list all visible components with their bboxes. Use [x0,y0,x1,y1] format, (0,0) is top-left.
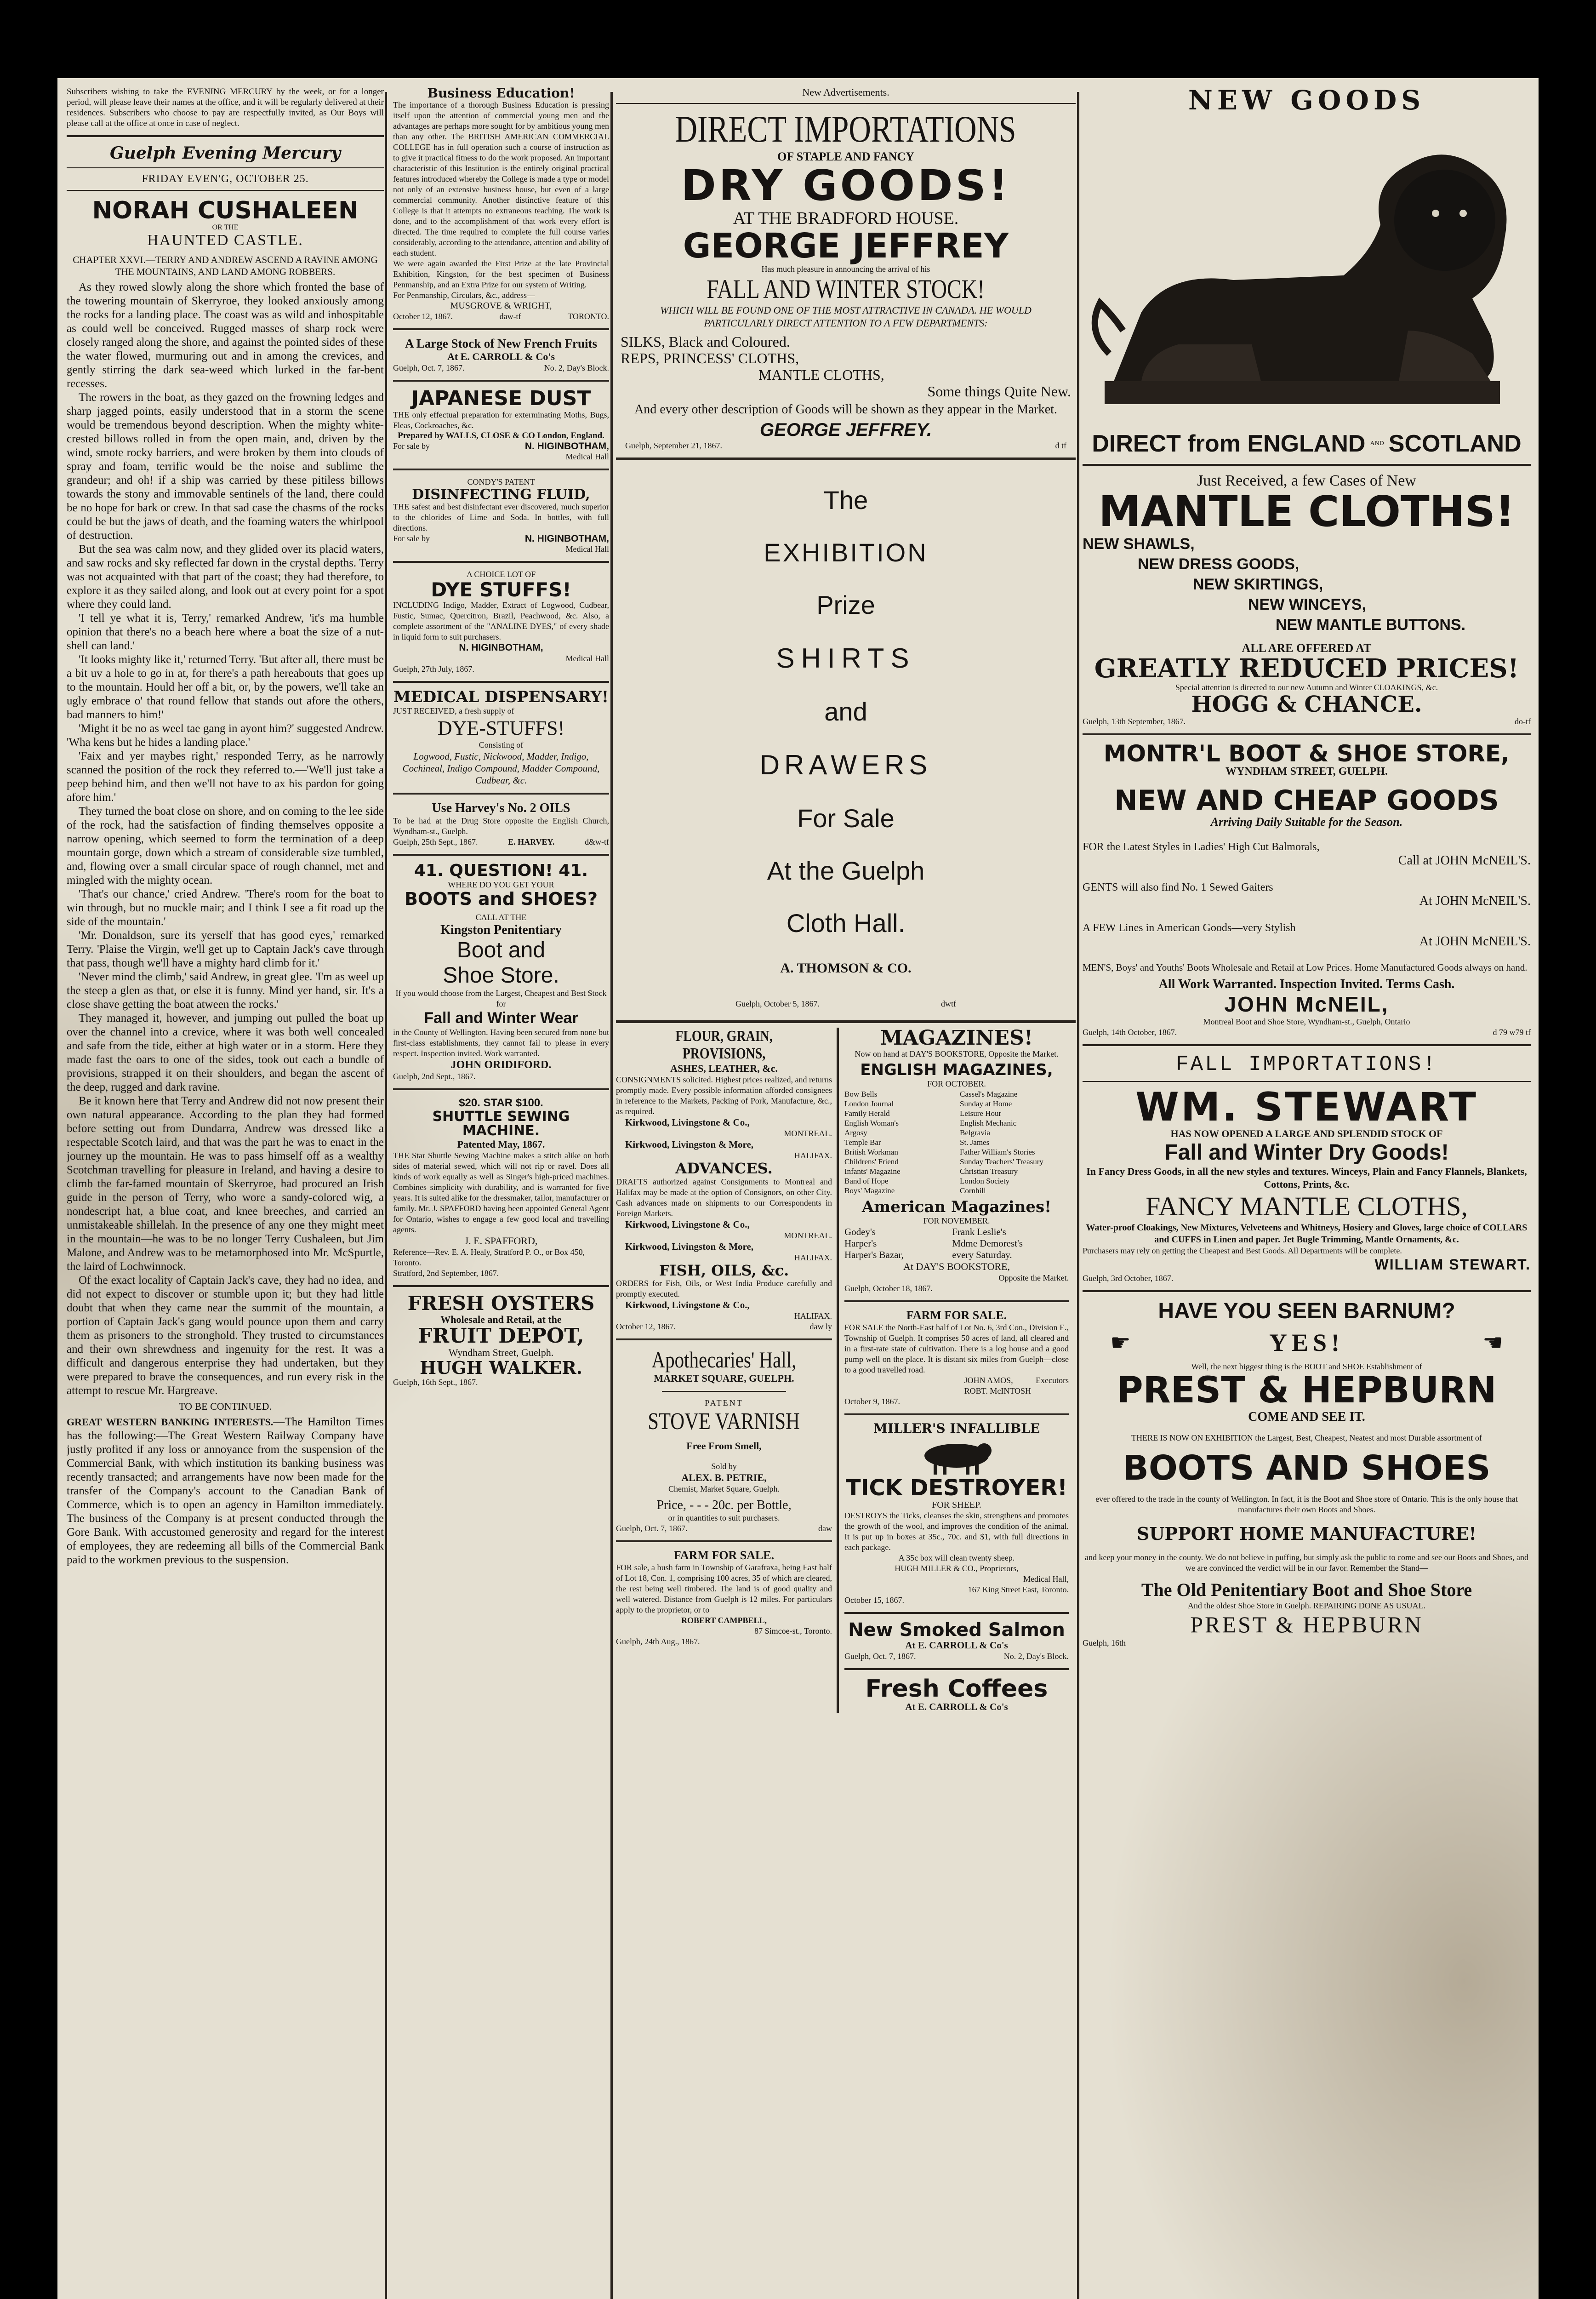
subcol-right [839,1028,1069,1713]
story-paragraph: 'It looks mighty like it,' returned Terry. 'But after all, there must be a bit uv a hole to go in at, for there's a path hereabouts that goes up to the mountain. Hould her off a bit, or, by the powers, we'll take an ugly embrace o' that round fellow that stands out afore the others, bad manners to him!' [67,653,384,721]
campbell-address: 87 Simcoe-st., Toronto. [754,1626,832,1636]
fresh-coffees: Fresh Coffees [865,1675,1048,1703]
shuttle-heading: SHUTTLE SEWING MACHINE. [432,1108,570,1139]
exhibition-line: Cloth Hall. [786,909,906,938]
fancy-text: In Fancy Dress Goods, in all the new styles and textures. Winceys, Plain and Fancy Flannels, Blankets, Cottons, Prints, &c. [1086,1166,1527,1190]
hogg-code: do-tf [1515,716,1531,726]
newspaper-page [57,78,1539,2299]
wyndham-street-guelph: WYNDHAM STREET, GUELPH. [1226,766,1388,778]
story-paragraph: Of the exact locality of Captain Jack's cave, they had no idea, and did not expect to discover or stumble upon it; but they had little doubt that when they came near the summit of the mountain, a portion of Captain Jack's gang would pounce upon them and carry them as prisoners to the stronghold. They trusted to circumstances and their own shrewdness and ingenuity for the rest. It was a difficult and dangerous enterprise they had undertaken, but they were prepared to brave the consequences, and run every risk in the attempt to rescue Mr. Hargreave. [67,1274,384,1397]
story-paragraph: They turned the boat close on shore, and on coming to the lee side of the rock, had the satisfaction of finding themselves opposite a narrow opening, which seemed to form the termination of a deep mountain gorge, down which a stream of considerable size tumbled, and, flowing over a small circular space of rough channel, met and mingled with the mighty ocean. [67,805,384,886]
thomson-date: Guelph, October 5, 1867. [735,999,820,1009]
leslie: Frank Leslie's [952,1226,1006,1237]
story-paragraph: As they rowed slowly along the shore which fronted the base of the towering mountain of Skerryroe, they looked anxiously among the rocks for a landing place. The coast was as wild and inhospitable as could well be conceived. Rugged masses of sharp rock were closely ranged along the shore, and against the pointed sides of these the water flowed, murmuring out and in among the crevices, and gently stirring the dark sea-weed which lurked in the far-bent recesses. [67,280,384,390]
story-paragraph: 'Faix and yer maybes right,' responded Terry, as he narrowly scanned the position of the rock they referred to.—'We'll just take a peep behind him, and then we'll not have to ax his pardon for going afore him.' [67,749,384,804]
higinbotham-name: N. HIGINBOTHAM, [524,440,609,452]
medical-hall-2: Medical Hall, [1023,1574,1069,1584]
silks: SILKS, Black and Coloured. [621,333,790,350]
consign-text: CONSIGNMENTS solicited. Highest prices realized, and returns promptly made. Every possible information afforded consignees in reference to the Markets, Packing of Pork, Manufacture, &c., as required. [616,1075,832,1116]
kirkwood-halifax: Kirkwood, Livingston & More, [625,1241,754,1252]
spafford-name: J. E. SPAFFORD, [464,1235,538,1247]
campbell-name: ROBERT CAMPBELL, [681,1616,767,1625]
penmanship-text: For Penmanship, Circulars, &c., address— [393,291,535,300]
magazine-list [844,1089,1069,1195]
column-rule [610,92,613,2299]
new-list-item: NEW DRESS GOODS, [1138,555,1300,573]
thomson-code: dwtf [941,999,956,1009]
fall-importations: FALL IMPORTATIONS! [1176,1052,1437,1077]
call-at: CALL AT THE [475,912,527,922]
king-street: 167 King Street East, Toronto. [968,1584,1069,1594]
hogg-date: Guelph, 13th September, 1867. [1083,716,1186,726]
just-received: Just Received, a few Cases of New [1197,472,1416,489]
mcintosh: ROBT. McINTOSH [964,1386,1032,1395]
kirkwood-date: October 12, 1867. [616,1322,676,1332]
jeffrey-date: Guelph, September 21, 1867. [625,441,722,451]
market-square: MARKET SQUARE, GUELPH. [654,1373,794,1384]
column-rule [385,92,387,2299]
exhibition-line: and [824,697,867,726]
harvey-heading: Use Harvey's No. 2 OILS [432,801,570,815]
now-on-hand: Now on hand at DAY'S BOOKSTORE, Opposite the Market. [855,1049,1059,1059]
american-magazines: American Magazines! [861,1198,1052,1217]
lion-icon [1086,114,1528,427]
just-received: JUST RECEIVED, a fresh supply of [393,706,514,715]
business-date: October 12, 1867. [393,312,453,321]
advances-heading: ADVANCES. [675,1160,773,1178]
mantle-cloths-heading: MANTLE CLOTHS! [1098,486,1515,536]
at-days: At DAY'S BOOKSTORE, [903,1260,1010,1272]
dye-date: Guelph, 27th July, 1867. [393,664,474,674]
halifax: HALIFAX. [794,1311,832,1321]
consisting-of: Consisting of [479,740,524,749]
wyndham-street: Wyndham Street, Guelph. [448,1346,554,1358]
hogg-chance: HOGG & CHANCE. [1191,692,1422,718]
opposite-market: Opposite the Market. [998,1273,1069,1282]
scotland: SCOTLAND [1388,430,1522,457]
stewart-date: Guelph, 3rd October, 1867. [1083,1274,1174,1283]
boot-and: Boot and [456,938,546,962]
direct-importations: DIRECT IMPORTATIONS [675,108,1017,150]
carroll: At E. CARROLL & Co's [905,1639,1008,1651]
japanese-prepared: Prepared by WALLS, CLOSE & CO London, England. [398,430,604,440]
every-other: And every other description of Goods will be shown as they appear in the Market. [634,402,1057,417]
story-paragraph: 'I tell ye what it is, Terry,' remarked Andrew, 'it's ma humble opinion that there's no a beach here where a boat the size of a nut-shell can land.' [67,612,384,652]
john-mcneil: JOHN McNEIL, [1224,992,1389,1017]
story-paragraph: They managed it, however, and jumping out pulled the boat up over the channel into a crevice, where it was both well concealed and safe from the tide, either at high water or in a storm. Here they made fast the oars to one of the sides, took out each a bundle of provisions, strapped it on their shoulders, and began the ascent of the deep, rugged and dark ravine. [67,1012,384,1093]
new-list-item: NEW WINCEYS, [1248,596,1366,614]
boots-and-shoes: BOOTS AND SHOES [1123,1448,1491,1488]
and-small: AND [1370,440,1384,447]
mcneil-call: At JOHN McNEIL'S. [1419,934,1531,949]
william-stewart: WILLIAM STEWART. [1374,1256,1531,1273]
oridiford-name: JOHN ORIDIFORD. [450,1058,552,1071]
quantities: or in quantities to suit purchasers. [668,1513,780,1523]
magazine-item: English Woman's [844,1119,899,1128]
masthead: Guelph Evening Mercury [109,143,341,163]
new-goods-heading: NEW GOODS [1188,86,1425,116]
walker-date: Guelph, 16th Sept., 1867. [393,1377,478,1387]
jeffrey-signature: GEORGE JEFFREY. [759,420,932,440]
kirkwood-montreal: Kirkwood, Livingstone & Co., [625,1218,750,1230]
wear-text: in the County of Wellington. Having been secured from none but first-class establishments, they cannot fail to please in every respect. Inspection invited. Work warranted. [393,1027,609,1058]
for-sale-by: For sale by [393,534,430,543]
first-prize-text: We were again awarded the First Prize at the late Provincial Exhibition, Kingston, for the best specimen of Business Penmanship, and an Extra Prize for our system of Writing. [393,259,609,290]
fruits-sub: At E. CARROLL & Co's [447,351,555,363]
story-paragraph: 'Might it be no as weel tae gang in ayont him?' suggested Andrew. 'Wha kens but he hides a landing place.' [67,722,384,749]
japanese-dust-heading: JAPANESE DUST [411,387,591,411]
spafford-reference: Reference—Rev. E. A. Healy, Stratford P. O., or Box 450, Toronto. [393,1247,585,1267]
column-rule [1077,92,1079,2299]
fall-winter-dry-goods: Fall and Winter Dry Goods! [1164,1140,1449,1165]
fish-text: ORDERS for Fish, Oils, or West India Produce carefully and promptly executed. [616,1279,832,1299]
old-penitentiary: The Old Penitentiary Boot and Shoe Store [1141,1579,1472,1601]
magazine-item: Family Herald [844,1109,890,1118]
purchasers-text: Purchasers may rely on getting the Cheapest and Best Goods. All Departments will be complete. [1083,1246,1402,1256]
petrie-date: Guelph, Oct. 7, 1867. [616,1524,688,1533]
staple-fancy: OF STAPLE AND FANCY [777,150,914,163]
for-november: FOR NOVEMBER. [923,1216,990,1225]
amos: JOHN AMOS, [964,1375,1013,1385]
exhibition-line: At the Guelph [767,856,925,886]
mcneil-line: A FEW Lines in American Goods—very Stylish [1083,922,1296,934]
every-saturday: every Saturday. [952,1249,1012,1260]
mcneil-call: Call at JOHN McNEIL'S. [1398,853,1531,868]
dry-goods-heading: DRY GOODS! [681,161,1011,210]
fruits-date: Guelph, Oct. 7, 1867. [393,363,465,373]
prest-date: Guelph, 16th [1083,1638,1126,1648]
mcneil-line: FOR the Latest Styles in Ladies' High Cut Balmorals, [1083,841,1320,853]
jeffrey-code: d tf [1055,441,1066,451]
montreal: MONTREAL. [784,1230,832,1240]
exhibition-line: The [823,486,868,515]
keep-money: and keep your money in the county. We do not believe in puffing, but simply ask the public to come and see our Boots and Shoes, and we are convinced the verdict will be in our favor. Remember the Stand— [1084,1553,1529,1573]
story-paragraph: Be it known here that Terry and Andrew did not now present their own natural appearance. According to the plan they had formed before setting out from Dundarra, Andrew was dressed like a respectable Scotch laird, and that was the part he was to enact in the journey up the mountain. He was to pass himself off as a wealthy Scotchman travelling for pleasure in Ireland, and having a desire to climb the far-famed mountain of Skerryroe, had procured an Irish guide in the person of Terry, who wore a sandy-colored wig, a nondescript hat, a blue coat, and knee breeches, and carried an unmistakeable shillelah. In the presence of any one they might meet in the mountain—he was to be no longer Terry Cushaleen, but Jim Malone, and Andrew was to be metamorphosed into Mr. McSpurtle, the laird of Lochwinnock. [67,1094,384,1273]
tick-text: DESTROYS the Ticks, cleanses the skin, strengthens and promotes the growth of the wool, and improves the condition of the animal. It is put up in boxes at 35c., 70c. and $1, with full directions in each package. [844,1510,1069,1552]
fancy-mantle-cloths: FANCY MANTLE CLOTHS, [1146,1191,1468,1222]
choose-text: If you would choose from the Largest, Cheapest and Best Stock for [395,988,607,1008]
magazine-item: St. James [960,1138,990,1147]
exhibition-line: Prize [816,590,875,620]
halifax: HALIFAX. [794,1151,832,1161]
business-heading: Business Education! [427,86,575,101]
apothecaries-hall: Apothecaries' Hall, [651,1347,797,1373]
yes-text: YES! [1269,1329,1345,1357]
fruits-address: No. 2, Day's Block. [544,363,609,373]
farm-for-sale-2: FARM FOR SALE. [906,1308,1007,1322]
higinbotham-name: N. HIGINBOTHAM, [524,533,609,544]
advances-text: DRAFTS authorized against Consignments to Montreal and Halifax may be made at the option of Consignors, on other City. Cash advances made on shipments to our Correspondents in Foreign Markets. [616,1177,832,1218]
have-you-seen-barnum: HAVE YOU SEEN BARNUM? [1158,1299,1455,1324]
farm2-text: FOR SALE the North-East half of Lot No. 6, 3rd Con., Division E., Township of Guelph. It comprises 50 acres of land, all cleared and in a first-rate state of cultivation. There is a log house and a good pump well on the place. It is distant six miles from Guelph—close to a good travelled road. [844,1322,1069,1374]
demorest: Mdme Demorest's [952,1237,1023,1249]
fall-winter-stock: FALL AND WINTER STOCK! [707,274,985,304]
mcneil-line: GENTS will also find No. 1 Sewed Gaiters [1083,881,1273,894]
prest-hepburn: PREST & HEPBURN [1117,1370,1497,1412]
magazine-item: British Workman [844,1148,898,1157]
magazine-item: Sunday at Home [960,1099,1012,1109]
carroll-2: At E. CARROLL & Co's [905,1701,1008,1713]
business-signature: MUSGROVE & WRIGHT, [450,301,552,311]
english-magazines: ENGLISH MAGAZINES, [860,1061,1053,1080]
fruit-depot: FRUIT DEPOT, [418,1324,584,1348]
magazine-item: Christian Treasury [960,1167,1018,1176]
disinfecting-text: THE safest and best disinfectant ever discovered, much superior to the chlorides of Lime and Soda. In bottles, with full directions. [393,502,609,533]
farm-text: FOR sale, a bush farm in Township of Garafraxa, being East half of Lot 18, Con. 1, comprising 100 acres, 35 of which are cleared, the rest being well timbered. The land is of good quality and well watered. Distance from Guelph is 12 miles. For particulars apply to the proprietor, or to [616,1563,832,1615]
support-home-manufacture: SUPPORT HOME MANUFACTURE! [1136,1523,1477,1544]
direct-from-england: DIRECT from ENGLAND [1092,430,1366,457]
sheep-icon [906,1435,1007,1476]
exhibition-line: SHIRTS [776,643,916,674]
mcneil-sub: Montreal Boot and Shoe Store, Wyndham-st., Guelph, Ontario [1203,1017,1410,1027]
farm2-date: October 9, 1867. [844,1396,900,1406]
new-list-item: NEW SHAWLS, [1083,535,1195,553]
to-be-continued: TO BE CONTINUED. [179,1400,272,1412]
magazine-item: Infants' Magazine [844,1167,901,1176]
millers-heading: MILLER'S INFALLIBLE [873,1420,1040,1436]
magazine-item: London Journal [844,1099,894,1109]
well-text: Well, the next biggest thing is the BOOT and SHOE Establishment of [1191,1362,1422,1372]
medical-dispensary-heading: MEDICAL DISPENSARY! [393,688,609,707]
dye-stuffs-heading: DYE STUFFS! [431,578,571,601]
some-things: Some things Quite New. [927,383,1071,400]
fish-oils-heading: FISH, OILS, &c. [659,1261,789,1279]
ashes-leather: ASHES, LEATHER, &c. [670,1063,778,1075]
magazine-item: Sunday Teachers' Treasury [960,1157,1043,1167]
higinbotham-name: N. HIGINBOTHAM, [459,642,543,653]
kirkwood-montreal: Kirkwood, Livingstone & Co., [625,1117,750,1128]
fruits-heading: A Large Stock of New French Fruits [405,337,597,351]
which-will-text: WHICH WILL BE FOUND ONE OF THE MOST ATTRACTIVE IN CANADA. HE WOULD PARTICULARLY DIRECT ATTENTION TO A FEW DEPARTMENTS: [660,304,1032,329]
magazine-item: London Society [960,1177,1010,1186]
story-paragraph: 'That's our chance,' cried Andrew. 'There's room for the boat to win through, but no muckle mair; and I think I see a fit road up the side of the mountain.' [67,887,384,928]
mantle-cloths-line: MANTLE CLOTHS, [758,366,884,383]
kirkwood-halifax: Kirkwood, Livingston & More, [625,1139,754,1150]
magazine-item: Band of Hope [844,1177,889,1186]
exhibition-line: EXHIBITION [764,538,928,567]
story-paragraph: But the sea was calm now, and they glided over its placid waters, and saw rocks and sky reflected far down in the crystal depths. Terry was not acquainted with that part of the coast; they had therefore, to explore it as they sailed along, and look out at every point for a spot where they could land. [67,543,384,611]
special-attention: Special attention is directed to our new Autumn and Winter CLOAKINGS, &c. [1175,683,1438,692]
story-paragraph: The rowers in the boat, as they gazed on the frowning ledges and sharp jagged points, easily understood that in a storm the scene would be tremendous beyond description. When the mighty white-crested billows rolled in from the open main, and, driven by the wind, smote rocky barriers, and were broken by them into clouds of spray and foam, terrific would be the noise and sublime the grandeur; and oh! if a ship was carried by these pitiless billows towards the stony and immovable sentinels of the land, there could be no hope for bark or crew. In that sad case the chasms of the rocks could be but the jaws of death, and the foaming waters the whirlpool of destruction. [67,391,384,542]
dateline: FRIDAY EVEN'G, OCTOBER 25. [142,173,309,185]
magazine-item: Bow Bells [844,1090,878,1099]
kingston-penitentiary: Kingston Penitentiary [440,922,562,937]
serial-story [67,280,384,1398]
montreal: MONTREAL. [784,1129,832,1138]
ever-offered: ever offered to the trade in the county of Wellington. In fact, it is the Boot and Shoe store of Ontario. This is the only house that manufactures their own Boots and Shoes. [1095,1494,1518,1515]
carroll-date: Guelph, Oct. 7, 1867. [844,1651,916,1661]
hugh-miller: HUGH MILLER & CO., Proprietors, [895,1563,1019,1573]
greatly-reduced: GREATLY REDUCED PRICES! [1094,653,1519,684]
hugh-walker: HUGH WALKER. [420,1357,582,1378]
pointing-hand-icon: ☚ [1482,1330,1503,1356]
new-list-item: NEW SKIRTINGS, [1193,576,1323,594]
harpers: Harper's [844,1237,877,1249]
price-line: Price, - - - 20c. per Bottle, [656,1498,792,1513]
where-text: WHERE DO YOU GET YOUR [448,880,554,889]
all-offered: ALL ARE OFFERED AT [1242,641,1372,655]
mcneil-date: Guelph, 14th October, 1867. [1083,1028,1177,1037]
arriving-daily: Arriving Daily Suitable for the Season. [1210,815,1403,829]
kirkwood-montreal: Kirkwood, Livingstone & Co., [625,1299,750,1311]
medical-hall: Medical Hall [565,452,609,461]
column-1 [67,86,384,2299]
magazine-item: Belgravia [960,1128,991,1138]
dye-stuffs-2: DYE-STUFFS! [437,716,565,739]
shoe-store: Shoe Store. [443,963,559,988]
new-cheap-goods: NEW AND CHEAP GOODS [1114,784,1499,817]
serial-or-the: OR THE [212,223,239,231]
executors: Executors [1036,1375,1069,1385]
medical-hall: Medical Hall [565,654,609,663]
tick-destroyer: TICK DESTROYER! [845,1475,1068,1501]
bradford-house: AT THE BRADFORD HOUSE. [733,208,959,228]
business-city: TORONTO. [568,312,609,321]
shuttle-text: THE Star Shuttle Sewing Machine makes a stitch alike on both sides of material sewed, which will not rip or ravel. Does all kinds of work equally as well as Singer's high-priced machines. Combines simplicity with durability, and is warranted for five years. It is suited alike for the dressmaker, tailor, manufacturer or family. Mr. J. SPAFFORD having been appointed General Agent for Ontario, wishes to engage a few good local and travelling agents. [393,1150,609,1234]
dye-text: INCLUDING Indigo, Madder, Extract of Logwood, Cudbear, Fustic, Sumac, Quercitron, Brazil, Peachwood, &c. Also, a complete assortment of the "ANALINE DYES," of every shade in liquid form to suit purchasers. [393,600,609,642]
oldest-shoe-store: And the oldest Shoe Store in Guelph. REPAIRING DONE AS USUAL. [1187,1601,1426,1611]
subcol-left [616,1028,837,1713]
choice-lot: A CHOICE LOT OF [466,570,536,579]
magazine-item: Cornhill [960,1186,986,1195]
wm-stewart: WM. STEWART [1135,1084,1478,1131]
serial-subtitle: HAUNTED CASTLE. [147,231,303,249]
column-3 [616,86,1076,2299]
question-heading: 41. QUESTION! 41. [414,861,588,880]
for-october: FOR OCTOBER. [927,1079,986,1089]
boots-shoes-question: BOOTS and SHOES? [404,888,598,909]
exhibition-line: For Sale [797,804,895,833]
column-4 [1083,86,1531,2299]
magazine-item: English Mechanic [960,1119,1017,1128]
patent-label: PATENT [705,1398,743,1408]
magazine-item: Childrens' Friend [844,1157,899,1167]
fresh-oysters: FRESH OYSTERS [407,1292,595,1315]
george-jeffrey-heading: GEORGE JEFFREY [683,226,1009,266]
montreal-boot-store: MONTR'L BOOT & SHOE STORE, [1103,740,1510,767]
kirkwood-code: daw ly [809,1322,832,1332]
reps: REPS, PRINCESS' CLOTHS, [621,350,799,367]
business-code: daw-tf [499,312,521,321]
pleasure-text: Has much pleasure in announcing the arrival of his [761,264,930,274]
petrie-sub: Chemist, Market Square, Guelph. [668,1484,780,1494]
magazine-item: Cassel's Magazine [960,1090,1018,1099]
thomson-name: A. THOMSON & CO. [780,961,912,976]
chapter-heading: CHAPTER XXVI.—TERRY AND ANDREW ASCEND A RAVINE AMONG THE MOUNTAINS, AND LAND AMONG ROBBERS. [73,254,378,277]
harvey-date: Guelph, 25th Sept., 1867. [393,837,478,846]
mcneil-line: MEN'S, Boys' and Youths' Boots Wholesale and Retail at Low Prices. Home Manufactured Goods always on hand. [1083,962,1528,973]
japanese-text: THE only effectual preparation for exterminating Moths, Bugs, Fleas, Cockroaches, &c. [393,410,609,430]
harpers-bazar: Harper's Bazar, [844,1249,904,1260]
all-work-warranted: All Work Warranted. Inspection Invited. Terms Cash. [1158,977,1455,992]
days-date: Guelph, October 18, 1867. [844,1283,933,1293]
farm-for-sale-1: FARM FOR SALE. [673,1549,775,1562]
pointing-hand-icon: ☛ [1110,1330,1131,1356]
story-paragraph: 'Never mind the climb,' said Andrew, in great glee. 'I'm as weel up the steep a glen as that, or else it is funny. Mind yer hand, sir. It's a close shave getting the boat atween the rocks.' [67,970,384,1011]
smoked-salmon: New Smoked Salmon [848,1619,1065,1641]
disinfecting-heading: DISINFECTING FLUID, [412,486,590,503]
prest-signature: PREST & HEPBURN [1190,1612,1423,1638]
condy-patent: CONDY'S PATENT [467,477,535,486]
waterproof-text: Water-proof Cloakings, New Mixtures, Velveteens and Whitneys, Hosiery and Gloves, large choice of COLLARS and CUFFS in Linen and paper. Jet Bugle Trimming, Mantle Ornaments, &c. [1086,1223,1528,1245]
harvey-text: To be had at the Drug Store opposite the English Church, Wyndham-st., Guelph. [393,816,609,836]
sold-by: Sold by [711,1462,737,1471]
free-from-smell: Free From Smell, [686,1440,762,1452]
has-now-opened: HAS NOW OPENED A LARGE AND SPLENDID STOCK OF [1170,1128,1443,1140]
halifax: HALIFAX. [794,1252,832,1262]
story-paragraph: 'Mr. Donaldson, sure its yerself that has good eyes,' remarked Terry. 'Plaise the Virgin, we'll get up to Captain Jack's cave through that pass, though we'll have a mighty hard climb for it.' [67,929,384,969]
consisting-list: Logwood, Fustic, Nickwood, Madder, Indigo, Cochineal, Indigo Compound, Madder Compound, Cudbear, &c. [402,750,600,786]
gw-text: —The Hamilton Times has the following:—The Great Western Railway Company have justly profited if any loss or annoyance from the suspension of the Commercial Bank, with which institution its banking business was recently transacted; and arrangements have now been made for the transfer of the Company's account to the Canadian Bank of Commerce, which is to open an agency in Hamilton immediately. The business of the Company is at present conducted through the Gore Bank. With accustomed generosity and regard for the interest of employees, they are redeeming all bills of the Commercial Bank paid to the workmen previous to the suspension. [67,1415,384,1566]
subscriber-notice: Subscribers wishing to take the EVENING MERCURY by the week, or for a longer period, will please leave their names at the office, and it will be regularly delivered at their residences. Subscribers who choose to pay are respectfully invited, as Our Boys will please call at the office at once in case of neglect. [67,87,384,128]
godey: Godey's [844,1226,876,1237]
magazine-item: Boys' Magazine [844,1186,895,1195]
spafford-date: Stratford, 2nd September, 1867. [393,1268,499,1278]
magazine-item: Temple Bar [844,1138,881,1147]
petrie-name: ALEX. B. PETRIE, [681,1472,767,1484]
harvey-code: d&w-tf [584,837,609,846]
fall-winter-wear: Fall and Winter Wear [424,1009,578,1027]
miller-date: October 15, 1867. [844,1595,904,1605]
magazine-item: Father William's Stories [960,1148,1035,1157]
new-list-item: NEW MANTLE BUTTONS. [1276,616,1466,634]
exhibition-ad [616,467,1076,1018]
magazines-heading: MAGAZINES! [880,1026,1033,1050]
serial-title: NORAH CUSHALEEN [92,197,359,224]
wholesale-retail: Wholesale and Retail, at the [440,1313,562,1325]
for-sale-by: For sale by [393,441,430,451]
stove-varnish: STOVE VARNISH [648,1408,800,1435]
gw-heading: GREAT WESTERN BANKING INTERESTS. [67,1416,274,1428]
mcneil-code: d 79 w79 tf [1493,1028,1531,1037]
flour-heading: FLOUR, GRAIN, PROVISIONS, [675,1028,773,1063]
box-note: A 35c box will clean twenty sheep. [898,1553,1015,1562]
oridiford-date: Guelph, 2nd Sept., 1867. [393,1071,476,1081]
magazine-item: Leisure Hour [960,1109,1002,1118]
there-is-text: THERE IS NOW ON EXHIBITION the Largest, Best, Cheapest, Neatest and most Durable assortment of [1131,1433,1482,1443]
for-sheep: FOR SHEEP. [932,1499,981,1510]
harvey-name: E. HARVEY. [508,837,555,846]
farm-date: Guelph, 24th Aug., 1867. [616,1637,700,1647]
medical-hall: Medical Hall [565,544,609,554]
mcneil-call: At JOHN McNEIL'S. [1419,894,1531,909]
petrie-code: daw [818,1524,832,1533]
magazine-item: Argosy [844,1128,867,1138]
star-price: $20. STAR $100. [459,1096,543,1109]
carroll-address: No. 2, Day's Block. [1003,1651,1069,1661]
column-2 [393,86,609,2299]
new-advertisements: New Advertisements. [802,86,889,98]
come-and-see: COME AND SEE IT. [1248,1410,1365,1424]
patented: Patented May, 1867. [457,1138,545,1150]
business-text: The importance of a thorough Business Education is pressing itself upon the attention of commercial young men and the advantages are perhaps more sought for by ambitious young men than any other. The BRITISH AMERICAN COMMERCIAL COLLEGE has in full operation such a course of instruction as to give it practical fitness to do the work proposed. An important characteristic of this Institution is the entirely original practical features introduced whereby the College is made a type or model not only of an extensive business house, but even of a large commercial community. Another distinctive feature of this College is that it attempts no extraneous teaching. The work is done, and to the accomplishment of that work every effort is directed. The time required to complete the full course varies considerably, according to the attendance, attention and ability of each student. [393,100,609,258]
exhibition-line: DRAWERS [759,749,932,781]
